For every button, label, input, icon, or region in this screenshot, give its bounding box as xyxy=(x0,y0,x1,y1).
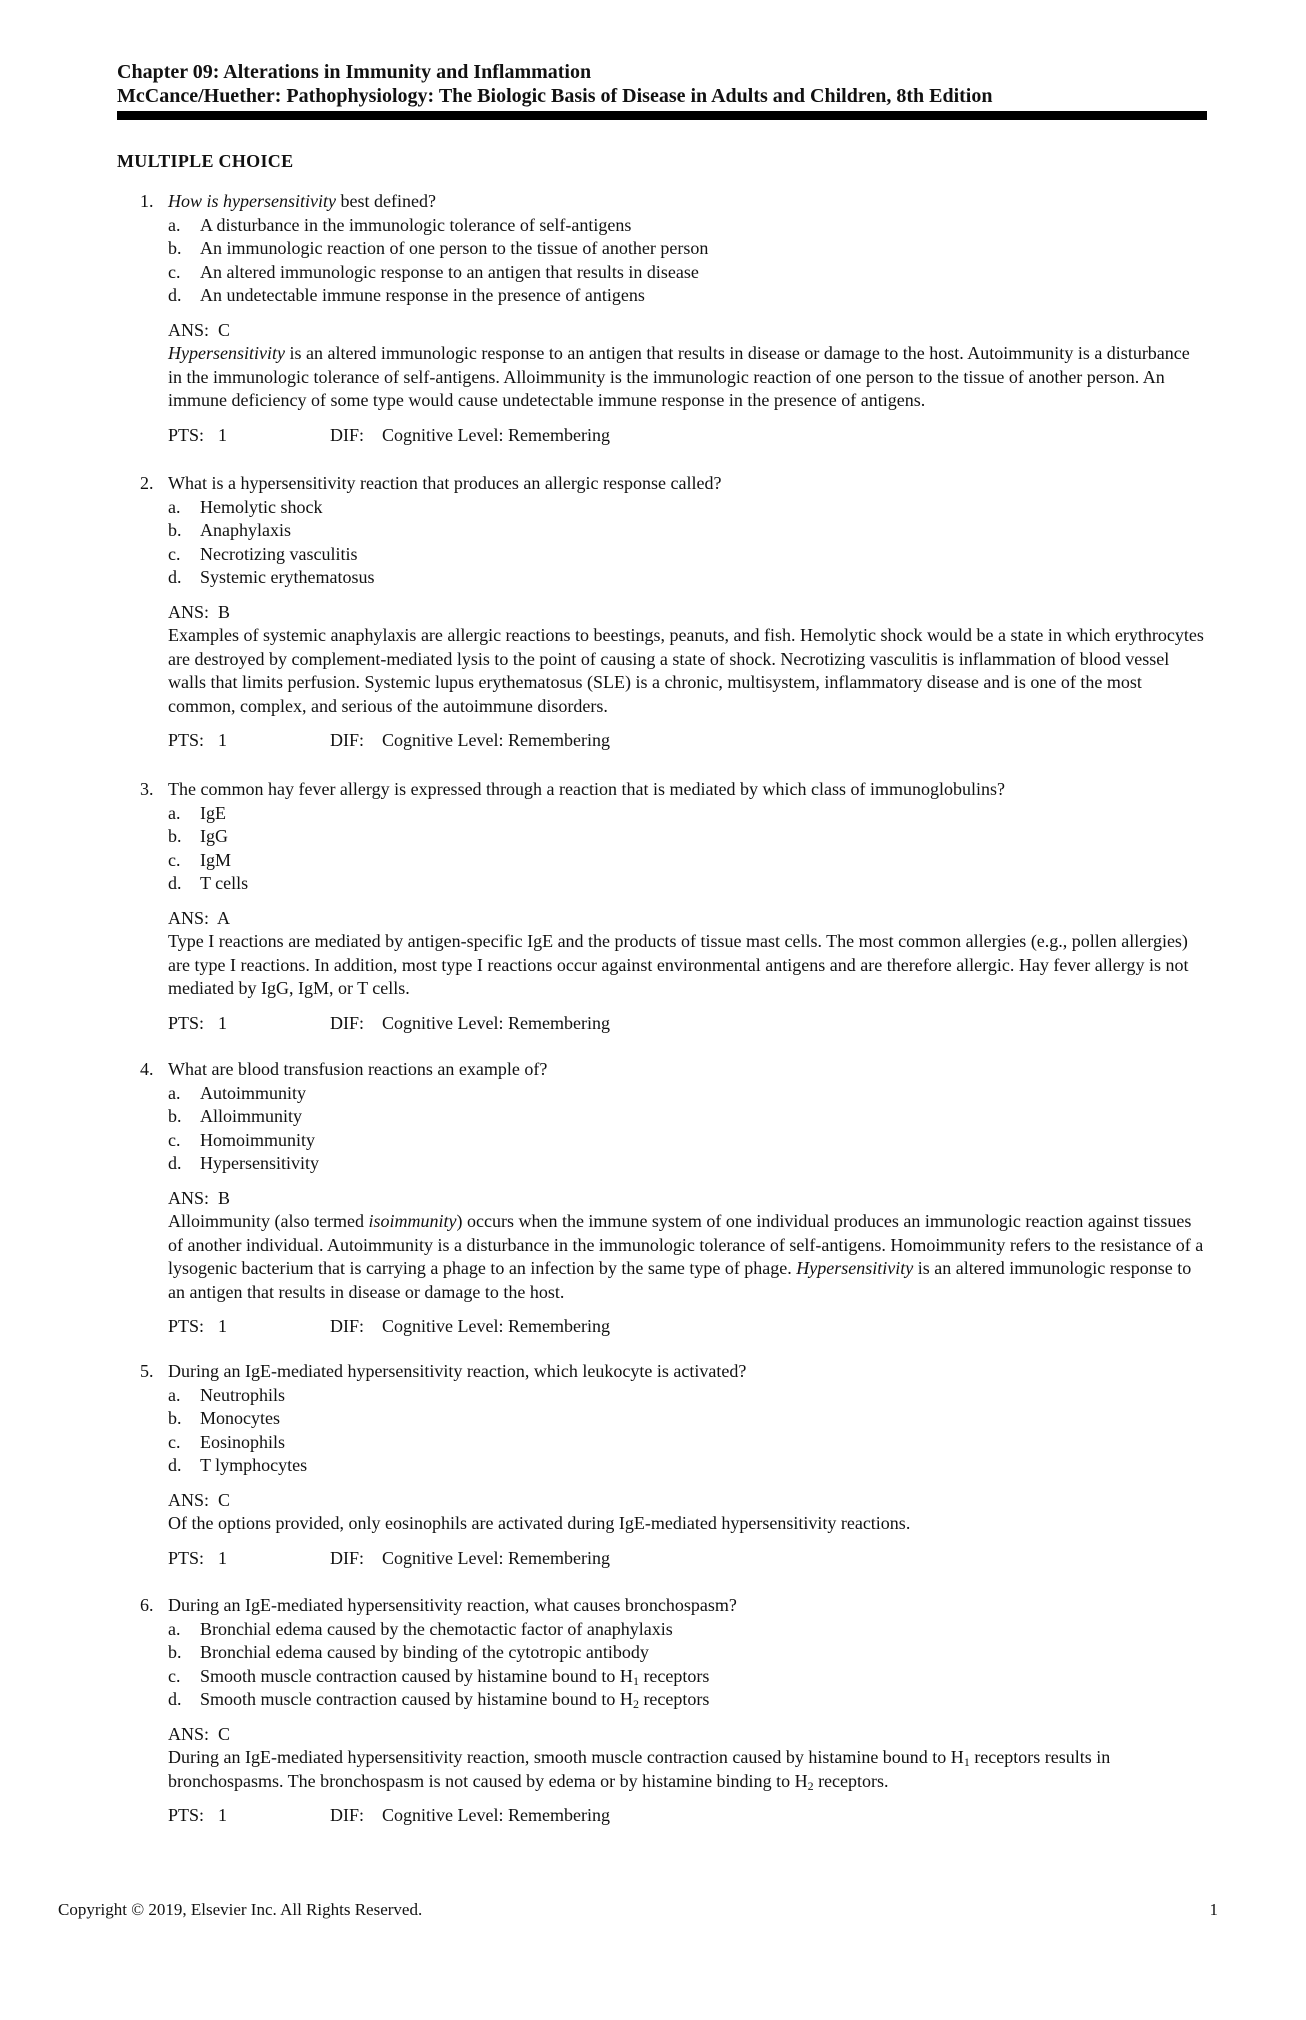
question-meta: PTS: 1 DIF: Cognitive Level: Remembering xyxy=(140,1804,1210,1828)
question-stem xyxy=(140,190,1210,214)
option-d: d. T cells xyxy=(168,873,249,893)
answer-value: A xyxy=(217,907,231,928)
option-b: b. Anaphylaxis xyxy=(168,520,291,540)
question-stem xyxy=(140,778,1210,802)
explanation: Of the options provided, only eosinophils are activated during IgE-mediated hypersensitivity reactions. xyxy=(168,1513,911,1533)
points-value: 1 xyxy=(218,1805,227,1825)
answer-line: ANS: C xyxy=(168,1489,231,1510)
question-6 xyxy=(140,1594,1210,1828)
question-5 xyxy=(140,1360,1210,1570)
option-b: b. Monocytes xyxy=(168,1408,280,1428)
option-c: c. An altered immunologic response to an antigen that results in disease xyxy=(168,261,699,282)
question-2 xyxy=(140,472,1210,753)
option-a: a. IgE xyxy=(168,802,226,823)
question-stem xyxy=(140,1058,1210,1082)
copyright: Copyright © 2019, Elsevier Inc. All Rights Reserved. xyxy=(58,1900,423,1919)
difficulty-value: Cognitive Level: Remembering xyxy=(382,1012,610,1033)
answer-line: ANS: C xyxy=(168,319,231,340)
stem-text: What is a hypersensitivity reaction that produces an allergic response called? xyxy=(168,473,722,493)
stem-text: What are blood transfusion reactions an example of? xyxy=(168,1059,548,1079)
answer-value: C xyxy=(218,319,231,340)
question-stem xyxy=(140,1594,1210,1618)
answer-line: ANS: A xyxy=(168,907,231,928)
option-d: d. Systemic erythematosus xyxy=(168,567,375,587)
page-number: 1 xyxy=(1209,1900,1218,1919)
section-title: MULTIPLE CHOICE xyxy=(117,151,294,171)
option-a: a. A disturbance in the immunologic tolerance of self-antigens xyxy=(168,214,632,235)
answer-value: B xyxy=(218,601,231,622)
question-number: 4. xyxy=(140,1059,154,1079)
header-rule xyxy=(117,111,1207,120)
explanation: During an IgE-mediated hypersensitivity reaction, smooth muscle contraction caused by histamine bound to $H_1$ receptors results in bronchospasms. The bronchospasm is not caused by edema or by histamine binding to $H_2$ receptors. xyxy=(168,1747,1111,1793)
stem-text: During an IgE-mediated hypersensitivity reaction, what causes bronchospasm? xyxy=(168,1595,737,1615)
answer-line: ANS: B xyxy=(168,601,231,622)
option-a: a. Autoimmunity xyxy=(168,1082,307,1103)
option-d: d. Smooth muscle contraction caused by histamine bound to $H_2$ receptors xyxy=(168,1689,710,1711)
book-title: McCance/Huether: Pathophysiology: The Biologic Basis of Disease in Adults and Children, 8th Edition xyxy=(117,85,993,107)
question-meta: PTS: 1 DIF: Cognitive Level: Remembering xyxy=(140,424,1210,448)
option-d: d. Hypersensitivity xyxy=(168,1153,319,1173)
option-d: d. T lymphocytes xyxy=(168,1455,308,1475)
difficulty-value: Cognitive Level: Remembering xyxy=(382,424,610,445)
answer-line: ANS: B xyxy=(168,1187,231,1208)
option-c: c. IgM xyxy=(168,849,231,870)
answer-value: C xyxy=(218,1723,231,1744)
option-c: c. Necrotizing vasculitis xyxy=(168,543,358,564)
question-1 xyxy=(140,190,1210,447)
option-a: a. Neutrophils xyxy=(168,1384,285,1405)
option-b: b. IgG xyxy=(168,826,228,846)
difficulty-value: Cognitive Level: Remembering xyxy=(382,1316,610,1336)
question-meta: PTS: 1 DIF: Cognitive Level: Remembering xyxy=(140,729,1210,753)
explanation: Alloimmunity (also termed isoimmunity) occurs when the immune system of one individual produces an immunologic reaction against tissues of another individual. Autoimmunity is a disturbance in the immunologic tolerance of self-antigens. Homoimmunity refers to the resistance of a lysogenic bacterium that is carrying a phage to an infection by the same type of phage. Hypersensitivity is an altered immunologic response to an antigen that results in disease or damage to the host. xyxy=(168,1211,1204,1302)
option-a: a. Bronchial edema caused by the chemotactic factor of anaphylaxis xyxy=(168,1618,673,1639)
answer-value: B xyxy=(218,1187,231,1208)
option-b: b. Bronchial edema caused by binding of the cytotropic antibody xyxy=(168,1642,649,1662)
question-meta: PTS: 1 DIF: Cognitive Level: Remembering xyxy=(140,1547,1210,1571)
page-footer xyxy=(58,1898,1218,1922)
question-meta: PTS: 1 DIF: Cognitive Level: Remembering xyxy=(140,1012,1210,1036)
stem-text: During an IgE-mediated hypersensitivity reaction, which leukocyte is activated? xyxy=(168,1361,747,1381)
question-stem xyxy=(140,1360,1210,1384)
question-3 xyxy=(140,778,1210,1035)
difficulty-value: Cognitive Level: Remembering xyxy=(382,730,610,750)
stem-emphasis: How is hypersensitivity xyxy=(168,191,336,211)
points-value: 1 xyxy=(218,1012,227,1033)
points-value: 1 xyxy=(218,424,227,445)
points-value: 1 xyxy=(218,730,227,750)
option-b: b. An immunologic reaction of one person to the tissue of another person xyxy=(168,238,709,258)
option-c: c. Homoimmunity xyxy=(168,1129,316,1150)
option-c: c. Eosinophils xyxy=(168,1431,286,1452)
question-number: 6. xyxy=(140,1595,154,1615)
explanation: Examples of systemic anaphylaxis are allergic reactions to beestings, peanuts, and fish. Hemolytic shock would be a state in which erythrocytes are destroyed by complement-mediated lysis to the point of causing a state of shock. Necrotizing vasculitis is inflammation of blood vessel walls that limits perfusion. Systemic lupus erythematosus (SLE) is a chronic, multisystem, inflammatory disease and is one of the most common, complex, and serious of the autoimmune disorders. xyxy=(168,625,1204,716)
explanation: Type I reactions are mediated by antigen-specific IgE and the products of tissue mast cells. The most common allergies (e.g., pollen allergies) are type I reactions. In addition, most type I reactions occur against environmental antigens and are therefore allergic. Hay fever allergy is not mediated by IgG, IgM, or T cells. xyxy=(168,931,1189,998)
answer-line: ANS: C xyxy=(168,1723,231,1744)
question-meta: PTS: 1 DIF: Cognitive Level: Remembering xyxy=(140,1315,1210,1339)
question-number: 5. xyxy=(140,1361,154,1381)
explanation: Hypersensitivity is an altered immunologic response to an antigen that results in disease or damage to the host. Autoimmunity is a disturbance in the immunologic tolerance of self-antigens. Alloimmunity is the immunologic reaction of one person to the tissue of another person. An immune deficiency of some type would cause undetectable immune response in the presence of antigens. xyxy=(168,343,1190,410)
question-number: 3. xyxy=(140,779,154,799)
question-number: 1. xyxy=(140,191,154,211)
points-value: 1 xyxy=(218,1547,227,1568)
document-header xyxy=(117,60,1207,108)
question-4 xyxy=(140,1058,1210,1339)
difficulty-value: Cognitive Level: Remembering xyxy=(382,1805,610,1825)
answer-value: C xyxy=(218,1489,231,1510)
question-number: 2. xyxy=(140,473,154,493)
option-b: b. Alloimmunity xyxy=(168,1106,303,1126)
option-a: a. Hemolytic shock xyxy=(168,496,323,517)
option-c: c. Smooth muscle contraction caused by histamine bound to $H_1$ receptors xyxy=(168,1665,710,1688)
stem-text: best defined? xyxy=(335,191,436,211)
difficulty-value: Cognitive Level: Remembering xyxy=(382,1547,610,1568)
stem-text: The common hay fever allergy is expressed through a reaction that is mediated by which class of immunoglobulins? xyxy=(168,779,1005,799)
chapter-title: Chapter 09: Alterations in Immunity and Inflammation xyxy=(117,61,592,83)
question-stem xyxy=(140,472,1210,496)
option-d: d. An undetectable immune response in the presence of antigens xyxy=(168,285,645,305)
points-value: 1 xyxy=(218,1316,227,1336)
